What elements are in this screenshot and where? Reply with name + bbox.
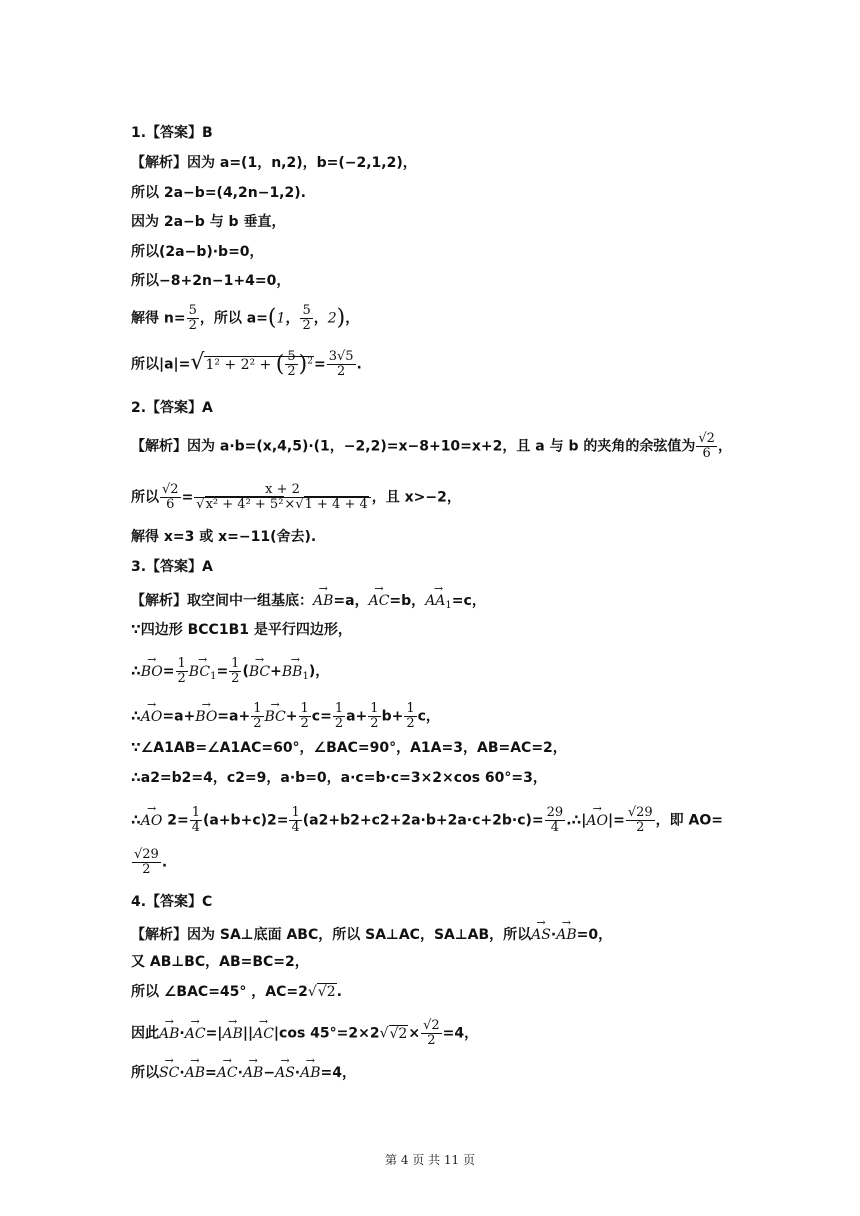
q3-line-7: ∴→ AO 2= $\frac{1}{4}$ (a+b+c)2= $\frac{1}{4}$ (a2+b2+c2+2a·b+2a·c+2b·c)= $\frac{29}{4}$ .∴|→ AO|= $\frac{√29}{2}$ ，即 AO=: [131, 806, 723, 835]
q2-line-1: 【解析】因为 a·b=(x,4,5)·(1，−2,2)=x−8+10=x+2，且 a 与 b 的夹角的余弦值为 $\frac{√2}{6}$ ，: [131, 431, 732, 461]
q4-line-1: 【解析】因为 SA⊥底面 ABC，所以 SA⊥AC，SA⊥AB，所以→ AS·→ AB=0，: [131, 922, 612, 945]
q3-line-5: ∵∠A1AB=∠A1AC=60°，∠BAC=90°，A1A=3，AB=AC=2，: [131, 740, 567, 756]
fraction-5-2: $\frac{5}{2}$: [188, 303, 197, 333]
q4-line-2: 又 AB⊥BC，AB=BC=2，: [131, 954, 309, 970]
q1-line-1: 【解析】因为 a=(1，n,2)，b=(−2,1,2)，: [131, 155, 417, 171]
page-footer: 第 4 页 共 11 页: [385, 1153, 475, 1167]
q3-line-8: $\frac{√29}{2}$ .: [134, 847, 168, 877]
q3-line-4: ∴→ AO=a+→ BO=a+ $\frac{1}{2}$ → BC+ $\frac{1}{2}$ c= $\frac{1}{2}$ a+ $\frac{1}{2}$ b+ $\frac{1}{2}$ c，: [131, 702, 440, 731]
sqrt-expression: √1² + 2² + ( $\frac{5}{2}$ )$^2$: [190, 349, 313, 379]
q3-line-1: 【解析】取空间中一组基底：→ AB=a，→ AC=b，→ $AA_1=c$，: [131, 588, 486, 616]
q1-line-4: 所以(2a−b)·b=0，: [131, 244, 264, 260]
q2-heading: 2.【答案】A: [131, 400, 213, 416]
q4-line-4: 因此→ AB·→ AC=|→ AB||→ AC|cos 45°=2×2√√2× $\frac{√2}{2}$ =4，: [131, 1019, 478, 1048]
q2-line-3: 解得 x=3 或 x=−11(舍去).: [131, 529, 317, 545]
q3-line-3: ∴→ BO= $\frac{1}{2}$ → $BC_1=$ $\frac{1}{2}$ (→ $BC+\to BB_1$)，: [131, 657, 329, 687]
q1-line-3: 因为 2a−b 与 b 垂直，: [131, 214, 286, 230]
q1-line-2: 所以 2a−b=(4,2n−1,2).: [131, 185, 306, 201]
q3-line-2: ∵四边形 BCC1B1 是平行四边形，: [131, 622, 352, 638]
cosine-fraction: $\frac{x + 2}{\text{√x² + 4² + 5²×√1 + 4 + 4}}$: [194, 483, 370, 512]
q4-line-3: 所以 ∠BAC=45° ，AC=2√√2.: [131, 984, 342, 1000]
q1-line-6: 解得 n= $\frac{5}{2}$ ，所以 a=(1， $\frac{5}{2}$ ，2)，: [131, 303, 360, 333]
q2-line-2: 所以 $\frac{√2}{6}$ = $\frac{x + 2}{\text{√x² + 4² + 5²×√1 + 4 + 4}}$ ，且 x>−2，: [131, 482, 461, 512]
q1-line-7: 所以|a|=√1² + 2² + ( $\frac{5}{2}$ )$^2$= $\frac{3√5}{2}$ .: [131, 349, 362, 379]
q4-line-5: 所以→ SC·→ AB=→ AC·→ AB−→ AS·→ AB=4，: [131, 1060, 356, 1083]
q3-line-6: ∴a2=b2=4，c2=9，a·b=0，a·c=b·c=3×2×cos 60°=3，: [131, 770, 547, 786]
q1-heading: 1.【答案】B: [131, 125, 213, 141]
q4-heading: 4.【答案】C: [131, 894, 213, 910]
q1-line-5: 所以−8+2n−1+4=0，: [131, 273, 291, 289]
q3-heading: 3.【答案】A: [131, 559, 213, 575]
